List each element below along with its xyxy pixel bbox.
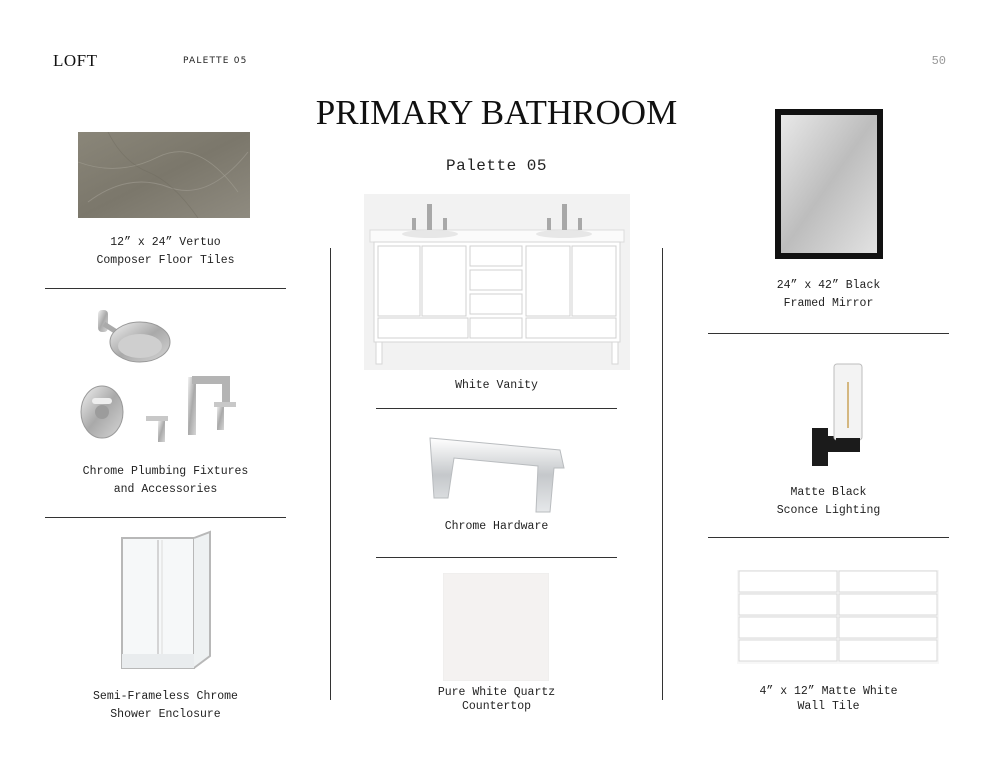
- divider-right-1: [708, 333, 949, 334]
- sconce-image: [808, 362, 866, 470]
- page-subtitle: Palette 05: [445, 157, 547, 175]
- divider-vertical-right: [662, 248, 663, 700]
- vanity-image: [364, 194, 630, 370]
- divider-right-2: [708, 537, 949, 538]
- brand-logo: LOFT: [53, 51, 98, 70]
- sconce-caption: Matte Black Sconce Lighting: [776, 486, 881, 517]
- mirror-image: [774, 108, 884, 260]
- divider-center-2: [376, 557, 617, 558]
- countertop-swatch-image: [443, 573, 549, 681]
- hardware-caption: Chrome Hardware: [444, 520, 549, 533]
- page-title: PRIMARY BATHROOM: [315, 93, 678, 132]
- divider-left-1: [45, 288, 286, 289]
- mirror-caption: 24” x 42” Black Framed Mirror: [776, 279, 881, 310]
- wall-tile-caption: 4” x 12” Matte White Wall Tile: [759, 685, 898, 713]
- plumbing-fixtures-image: [74, 302, 244, 447]
- page-number: 50: [931, 54, 946, 68]
- wall-tile-image: [737, 570, 939, 664]
- countertop-caption: Pure White Quartz Countertop: [437, 686, 556, 713]
- faucet-icon: [146, 377, 236, 442]
- shower-head-icon: [98, 310, 170, 362]
- divider-center-1: [376, 408, 617, 409]
- hardware-pull-image: [424, 428, 568, 514]
- divider-vertical-left: [330, 248, 331, 700]
- plumbing-caption: Chrome Plumbing Fixtures and Accessories: [82, 465, 249, 496]
- shower-caption: Semi-Frameless Chrome Shower Enclosure: [93, 690, 238, 721]
- floor-tile-caption: 12” x 24” Vertuo Composer Floor Tiles: [96, 236, 235, 267]
- divider-left-2: [45, 517, 286, 518]
- shower-enclosure-image: [118, 530, 213, 672]
- palette-label: PALETTE 05: [183, 56, 248, 66]
- vanity-caption: White Vanity: [455, 379, 538, 392]
- valve-trim-icon: [81, 386, 123, 438]
- floor-tile-image: [78, 132, 250, 218]
